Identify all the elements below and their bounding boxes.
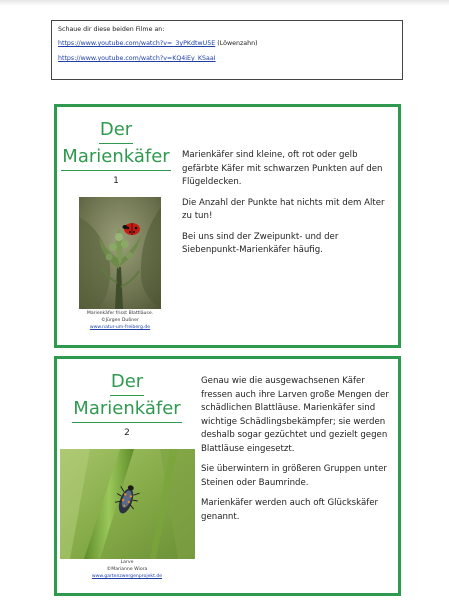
page-top-shadow	[0, 0, 449, 6]
card-2-text	[201, 375, 397, 531]
card-2-title-line-1: Der	[110, 369, 144, 396]
card-1-caption	[65, 310, 175, 331]
card-1-paragraph-2: Die Anzahl der Punkte hat nichts mit dem Alter zu tun!	[182, 197, 385, 221]
card-1-title-line-1: Der	[99, 117, 133, 144]
card-2-caption-link[interactable]: www.gartenzwergenprojekt.de	[91, 574, 163, 579]
video-link-2[interactable]: https://www.youtube.com/watch?v=KQ4iEy_KSaaI	[58, 55, 216, 62]
card-1-caption-line-2: ©Jürgen Dußner	[101, 318, 139, 323]
card-1-caption-link[interactable]: www.natur-um-freiberg.de	[89, 325, 151, 330]
card-1-title-line-2: Marienkäfer	[61, 144, 170, 171]
card-2-number: 2	[124, 428, 130, 438]
card-2-paragraph-3: Marienkäfer werden auch oft Glückskäfer genannt.	[201, 498, 379, 522]
ladybug-larva-on-grass-image	[60, 449, 195, 559]
card-1-number: 1	[113, 176, 119, 186]
video-link-1[interactable]: https://www.youtube.com/watch?v=_3yPKdtwU5E	[58, 40, 216, 47]
video-link-1-note: (Löwenzahn)	[217, 40, 258, 47]
card-2-paragraph-1: Genau wie die ausgewachsenen Käfer fressen auch ihre Larven große Mengen der schädlichen Blattläuse. Marienkäfer sind wichtige Schädlingsbekämpfer; sie werden deshalb sogar gezüchtet und gezielt gegen Blattläuse eingesetzt.	[201, 376, 389, 454]
info-card-1	[54, 104, 401, 348]
video-link-row-1	[58, 39, 396, 48]
ladybug-on-plant-image	[79, 197, 161, 309]
card-1-text	[182, 149, 394, 265]
video-links-intro: Schaue dir diese beiden Filme an:	[58, 26, 165, 33]
card-2-title	[59, 369, 195, 423]
card-2-caption-line-1: Larve	[120, 560, 134, 565]
card-1-paragraph-1: Marienkäfer sind kleine, oft rot oder gelb gefärbte Käfer mit schwarzen Punkten auf den Flügeldecken.	[182, 150, 383, 187]
card-2-paragraph-2: Sie überwintern in größeren Gruppen unter Steinen oder Baumrinde.	[201, 464, 387, 488]
card-2-title-line-2: Marienkäfer	[72, 396, 181, 423]
card-2-caption	[67, 559, 187, 580]
larva-photo	[60, 449, 195, 559]
card-1-caption-line-1: Marienkäfer frisst Blattläuse.	[86, 311, 154, 316]
video-links-box	[51, 20, 403, 80]
ladybug-photo	[79, 197, 161, 309]
video-link-row-2	[58, 54, 396, 63]
info-card-2	[54, 356, 401, 596]
card-2-caption-line-2: ©Marianne Wiora	[106, 567, 148, 572]
card-1-paragraph-3: Bei uns sind der Zweipunkt- und der Siebenpunkt-Marienkäfer häufig.	[182, 231, 339, 255]
card-1-title	[59, 117, 173, 171]
